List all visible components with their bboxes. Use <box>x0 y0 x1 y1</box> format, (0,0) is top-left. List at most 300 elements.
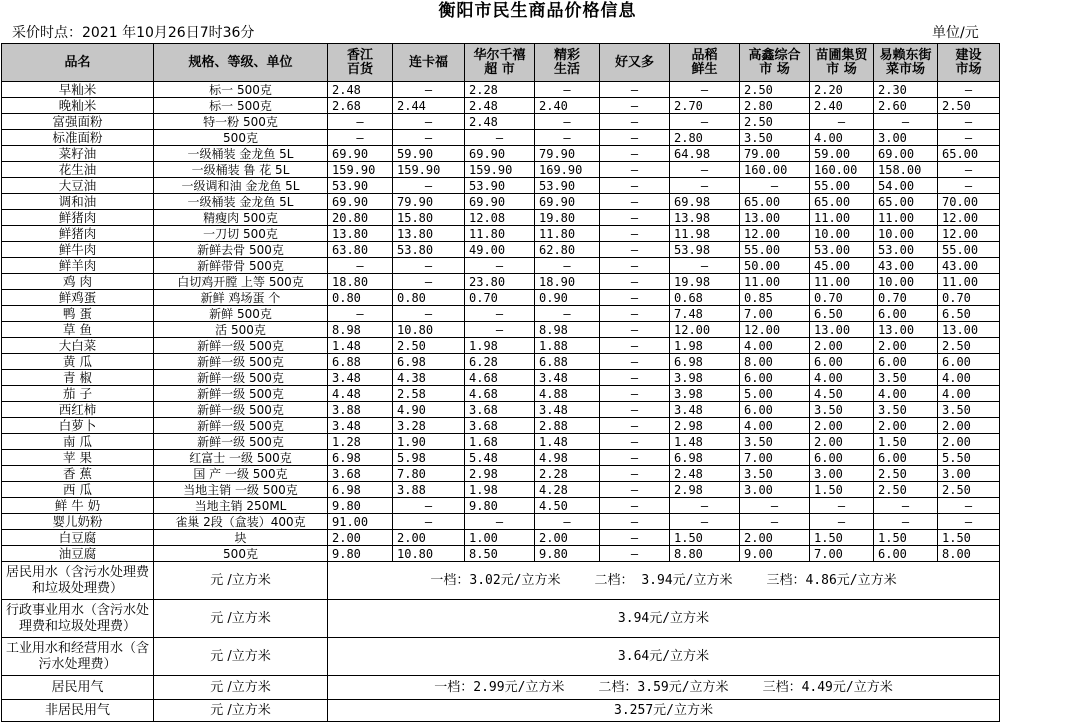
price-cell: 13.98 <box>670 210 740 226</box>
price-cell: — <box>600 162 670 178</box>
price-cell: — <box>600 498 670 514</box>
price-cell: 2.30 <box>874 82 938 98</box>
price-cell: — <box>600 194 670 210</box>
price-cell: — <box>393 130 465 146</box>
price-cell: 3.50 <box>810 402 874 418</box>
price-cell: 6.98 <box>328 450 393 466</box>
price-cell: — <box>740 514 810 530</box>
price-cell: — <box>600 114 670 130</box>
price-cell: 5.00 <box>740 386 810 402</box>
price-cell: 59.90 <box>393 146 465 162</box>
price-cell: 11.00 <box>874 210 938 226</box>
product-spec: 新鲜一级 500克 <box>154 418 328 434</box>
price-cell: 2.00 <box>874 338 938 354</box>
price-cell: 79.00 <box>740 146 810 162</box>
price-cell: 2.50 <box>740 82 810 98</box>
price-cell: 23.80 <box>465 274 535 290</box>
col-header: 好又多 <box>600 44 670 82</box>
price-cell: — <box>600 226 670 242</box>
price-cell: 59.00 <box>810 146 874 162</box>
product-spec: 标一 500克 <box>154 98 328 114</box>
price-cell: — <box>535 258 600 274</box>
price-cell: 2.00 <box>810 434 874 450</box>
table-row <box>2 418 1000 434</box>
price-cell: 4.00 <box>938 386 1000 402</box>
price-cell: — <box>938 514 1000 530</box>
col-header: 苗圃集贸 市 场 <box>810 44 874 82</box>
price-cell: 2.80 <box>670 130 740 146</box>
price-cell: 3.68 <box>465 418 535 434</box>
price-cell: 9.80 <box>465 498 535 514</box>
product-spec: 一级调和油 金龙鱼 5L <box>154 178 328 194</box>
price-cell: 9.80 <box>328 546 393 562</box>
price-cell: 2.00 <box>810 418 874 434</box>
price-cell: 6.00 <box>874 546 938 562</box>
price-cell: 6.00 <box>740 370 810 386</box>
product-name: 调和油 <box>2 194 154 210</box>
price-cell: 1.48 <box>670 434 740 450</box>
price-cell: — <box>465 514 535 530</box>
price-cell: 160.00 <box>740 162 810 178</box>
price-cell: 3.00 <box>938 466 1000 482</box>
price-cell: 5.98 <box>393 450 465 466</box>
price-cell: 4.28 <box>535 482 600 498</box>
price-cell: — <box>600 402 670 418</box>
price-cell: 4.50 <box>535 498 600 514</box>
product-name: 香 蕉 <box>2 466 154 482</box>
price-cell: 3.50 <box>740 466 810 482</box>
price-cell: 0.70 <box>465 290 535 306</box>
unit-label: 单位/元 <box>932 25 979 41</box>
price-cell: 43.00 <box>938 258 1000 274</box>
price-cell: 12.00 <box>938 226 1000 242</box>
utility-unit: 元 /立方米 <box>154 600 328 638</box>
price-cell: 11.00 <box>740 274 810 290</box>
table-row <box>2 498 1000 514</box>
price-cell: 2.50 <box>874 482 938 498</box>
price-cell: — <box>393 514 465 530</box>
price-cell: 19.98 <box>670 274 740 290</box>
price-cell: 6.28 <box>465 354 535 370</box>
col-header: 香江 百货 <box>328 44 393 82</box>
col-header: 规格、等级、单位 <box>154 44 328 82</box>
utility-name: 居民用水（含污水处理费和垃圾处理费） <box>2 562 154 600</box>
price-cell: — <box>465 306 535 322</box>
price-cell: 2.98 <box>465 466 535 482</box>
price-cell: — <box>810 498 874 514</box>
price-cell: 53.80 <box>393 242 465 258</box>
table-row <box>2 258 1000 274</box>
price-cell: 12.00 <box>670 322 740 338</box>
product-spec: 一级桶装 金龙鱼 5L <box>154 146 328 162</box>
price-cell: 2.50 <box>740 114 810 130</box>
table-row <box>2 450 1000 466</box>
product-spec: 新鲜 鸡场蛋 个 <box>154 290 328 306</box>
price-cell: — <box>535 306 600 322</box>
price-cell: 55.00 <box>810 178 874 194</box>
price-cell: 8.98 <box>535 322 600 338</box>
price-cell: 2.28 <box>535 466 600 482</box>
price-cell: — <box>670 114 740 130</box>
price-cell: 2.00 <box>740 530 810 546</box>
price-cell: — <box>393 258 465 274</box>
price-cell: 64.98 <box>670 146 740 162</box>
table-row <box>2 434 1000 450</box>
price-cell: 10.80 <box>393 322 465 338</box>
product-name: 青 椒 <box>2 370 154 386</box>
table-row <box>2 242 1000 258</box>
price-cell: 1.50 <box>670 530 740 546</box>
price-cell: 169.90 <box>535 162 600 178</box>
price-cell: 7.48 <box>670 306 740 322</box>
price-cell: — <box>670 162 740 178</box>
col-header: 建设 市场 <box>938 44 1000 82</box>
table-row <box>2 210 1000 226</box>
tier-2: 二档：3.59元/立方米 <box>598 679 729 695</box>
price-cell: 3.48 <box>328 370 393 386</box>
price-cell: 19.80 <box>535 210 600 226</box>
table-row <box>2 146 1000 162</box>
price-cell: 11.80 <box>535 226 600 242</box>
price-cell: 65.00 <box>874 194 938 210</box>
product-spec: 块 <box>154 530 328 546</box>
product-spec: 一刀切 500克 <box>154 226 328 242</box>
price-cell: 18.80 <box>328 274 393 290</box>
price-cell: 2.50 <box>938 98 1000 114</box>
price-cell: — <box>874 514 938 530</box>
price-cell: 8.80 <box>670 546 740 562</box>
utility-unit: 元 /立方米 <box>154 638 328 676</box>
price-cell: 1.68 <box>465 434 535 450</box>
price-cell: — <box>670 82 740 98</box>
product-spec: 红富士 一级 500克 <box>154 450 328 466</box>
price-cell: 13.00 <box>810 322 874 338</box>
tier-1: 一档：3.02元/立方米 <box>430 572 561 588</box>
price-cell: 54.00 <box>874 178 938 194</box>
price-cell: 6.88 <box>328 354 393 370</box>
price-cell: — <box>600 450 670 466</box>
price-cell: 1.48 <box>328 338 393 354</box>
price-cell: 1.50 <box>810 530 874 546</box>
price-cell: — <box>600 274 670 290</box>
price-cell: 4.00 <box>810 130 874 146</box>
product-name: 晚籼米 <box>2 98 154 114</box>
price-cell: 5.50 <box>938 450 1000 466</box>
price-cell: 91.00 <box>328 514 393 530</box>
product-spec: 新鲜一级 500克 <box>154 370 328 386</box>
price-cell: 6.00 <box>810 450 874 466</box>
price-cell: 2.50 <box>874 466 938 482</box>
price-cell: 1.98 <box>465 338 535 354</box>
price-cell: 7.00 <box>810 546 874 562</box>
price-cell: 7.80 <box>393 466 465 482</box>
price-cell: — <box>535 130 600 146</box>
price-cell: — <box>938 178 1000 194</box>
price-cell: 11.00 <box>938 274 1000 290</box>
price-cell: — <box>465 258 535 274</box>
utility-name: 非居民用气 <box>2 700 154 722</box>
price-cell: 1.88 <box>535 338 600 354</box>
price-cell: 4.50 <box>810 386 874 402</box>
price-cell: 53.90 <box>535 178 600 194</box>
table-row <box>2 514 1000 530</box>
price-cell: 63.80 <box>328 242 393 258</box>
utility-rows <box>2 562 1000 722</box>
price-cell: 2.48 <box>670 466 740 482</box>
price-cell: 0.70 <box>874 290 938 306</box>
product-name: 鸡 肉 <box>2 274 154 290</box>
product-spec: 白切鸡开膛 上等 500克 <box>154 274 328 290</box>
price-cell: — <box>938 130 1000 146</box>
price-cell: 6.00 <box>874 306 938 322</box>
product-name: 花生油 <box>2 162 154 178</box>
product-name: 南 瓜 <box>2 434 154 450</box>
price-cell: — <box>600 242 670 258</box>
price-cell: 13.00 <box>938 322 1000 338</box>
price-cell: 0.70 <box>938 290 1000 306</box>
table-row <box>2 98 1000 114</box>
product-spec: 精瘦肉 500克 <box>154 210 328 226</box>
price-cell: — <box>465 322 535 338</box>
product-spec: 一级桶装 金龙鱼 5L <box>154 194 328 210</box>
price-cell: — <box>393 178 465 194</box>
price-cell: 0.90 <box>535 290 600 306</box>
price-cell: 0.70 <box>810 290 874 306</box>
price-cell: 6.50 <box>938 306 1000 322</box>
price-cell: 6.98 <box>393 354 465 370</box>
collect-time: 采价时点：2021 年10月26日7时36分 <box>12 25 255 41</box>
product-spec: 标一 500克 <box>154 82 328 98</box>
price-cell: 0.80 <box>328 290 393 306</box>
price-cell: 2.88 <box>535 418 600 434</box>
price-cell: 12.00 <box>938 210 1000 226</box>
price-cell: — <box>810 514 874 530</box>
price-cell: 6.00 <box>938 354 1000 370</box>
price-cell: 45.00 <box>810 258 874 274</box>
product-name: 婴儿奶粉 <box>2 514 154 530</box>
price-cell: 50.00 <box>740 258 810 274</box>
product-spec: 当地主销 250ML <box>154 498 328 514</box>
price-cell: 65.00 <box>740 194 810 210</box>
product-spec: 新鲜 500克 <box>154 306 328 322</box>
price-cell: 2.48 <box>465 98 535 114</box>
price-cell: — <box>938 498 1000 514</box>
price-cell: 79.90 <box>393 194 465 210</box>
price-cell: 1.90 <box>393 434 465 450</box>
price-cell: 1.98 <box>670 338 740 354</box>
price-cell: 1.50 <box>874 530 938 546</box>
price-cell: 4.98 <box>535 450 600 466</box>
table-row <box>2 226 1000 242</box>
table-row <box>2 530 1000 546</box>
price-cell: 1.28 <box>328 434 393 450</box>
price-cell: 5.48 <box>465 450 535 466</box>
product-spec: 新鲜带骨 500克 <box>154 258 328 274</box>
price-cell: 69.90 <box>465 194 535 210</box>
price-cell: 3.00 <box>740 482 810 498</box>
price-cell: 3.48 <box>328 418 393 434</box>
utility-unit: 元 /立方米 <box>154 700 328 722</box>
price-cell: 6.00 <box>874 450 938 466</box>
price-cell: 3.48 <box>535 370 600 386</box>
price-cell: — <box>393 82 465 98</box>
price-cell: 10.00 <box>874 226 938 242</box>
price-cell: 53.98 <box>670 242 740 258</box>
price-cell: 3.88 <box>393 482 465 498</box>
price-cell: 3.50 <box>874 402 938 418</box>
product-name: 鲜 牛 奶 <box>2 498 154 514</box>
price-cell: 158.00 <box>874 162 938 178</box>
product-spec: 新鲜一级 500克 <box>154 386 328 402</box>
price-cell: — <box>600 322 670 338</box>
product-name: 西红柿 <box>2 402 154 418</box>
utility-row <box>2 676 1000 700</box>
price-cell: — <box>600 146 670 162</box>
price-cell: 70.00 <box>938 194 1000 210</box>
price-cell: 55.00 <box>938 242 1000 258</box>
price-cell: — <box>535 82 600 98</box>
price-cell: — <box>810 114 874 130</box>
utility-tiers <box>328 676 1000 700</box>
table-row <box>2 466 1000 482</box>
price-cell: 11.80 <box>465 226 535 242</box>
price-cell: 79.90 <box>535 146 600 162</box>
product-name: 鸭 蛋 <box>2 306 154 322</box>
price-cell: — <box>535 114 600 130</box>
price-cell: 2.48 <box>465 114 535 130</box>
price-cell: 7.00 <box>740 450 810 466</box>
price-cell: 2.44 <box>393 98 465 114</box>
price-cell: 69.00 <box>874 146 938 162</box>
price-cell: 3.98 <box>670 370 740 386</box>
price-cell: 2.98 <box>670 418 740 434</box>
price-cell: 13.80 <box>393 226 465 242</box>
utility-name: 行政事业用水（含污水处理费和垃圾处理费） <box>2 600 154 638</box>
table-row <box>2 274 1000 290</box>
price-cell: 2.20 <box>810 82 874 98</box>
price-cell: 65.00 <box>938 146 1000 162</box>
price-cell: 3.68 <box>328 466 393 482</box>
price-cell: 6.50 <box>810 306 874 322</box>
utility-unit: 元 /立方米 <box>154 676 328 700</box>
price-cell: — <box>600 466 670 482</box>
price-cell: — <box>600 82 670 98</box>
product-name: 大白菜 <box>2 338 154 354</box>
price-cell: — <box>600 418 670 434</box>
price-cell: 11.98 <box>670 226 740 242</box>
utility-row <box>2 600 1000 638</box>
price-cell: 69.98 <box>670 194 740 210</box>
price-cell: 1.50 <box>810 482 874 498</box>
tier-3: 三档：4.49元/立方米 <box>762 679 893 695</box>
price-cell: — <box>600 130 670 146</box>
table-row <box>2 82 1000 98</box>
price-cell: — <box>600 290 670 306</box>
price-cell: 3.00 <box>874 130 938 146</box>
utility-row <box>2 638 1000 676</box>
price-cell: 53.00 <box>810 242 874 258</box>
price-cell: 13.00 <box>740 210 810 226</box>
table-row <box>2 386 1000 402</box>
product-name: 鲜鸡蛋 <box>2 290 154 306</box>
price-cell: 2.28 <box>465 82 535 98</box>
price-cell: 3.48 <box>535 402 600 418</box>
col-header: 品名 <box>2 44 154 82</box>
price-cell: 2.50 <box>938 338 1000 354</box>
col-header: 品稻 鲜生 <box>670 44 740 82</box>
price-cell: 8.50 <box>465 546 535 562</box>
table-row <box>2 306 1000 322</box>
price-cell: — <box>670 498 740 514</box>
price-cell: — <box>328 258 393 274</box>
table-row <box>2 338 1000 354</box>
price-cell: — <box>600 530 670 546</box>
price-cell: — <box>328 130 393 146</box>
price-cell: — <box>600 370 670 386</box>
product-spec: 新鲜去骨 500克 <box>154 242 328 258</box>
price-cell: 69.90 <box>535 194 600 210</box>
product-spec: 雀巢 2段（盒装）400克 <box>154 514 328 530</box>
price-cell: 4.48 <box>328 386 393 402</box>
table-row <box>2 130 1000 146</box>
header-row <box>2 44 1000 82</box>
col-header: 高鑫综合 市 场 <box>740 44 810 82</box>
product-name: 茄 子 <box>2 386 154 402</box>
price-cell: 49.00 <box>465 242 535 258</box>
price-cell: 4.00 <box>740 418 810 434</box>
product-name: 白萝卜 <box>2 418 154 434</box>
price-cell: — <box>393 114 465 130</box>
price-cell: 53.90 <box>465 178 535 194</box>
price-cell: 4.00 <box>810 370 874 386</box>
price-cell: 4.00 <box>740 338 810 354</box>
price-cell: 13.00 <box>874 322 938 338</box>
price-cell: 3.00 <box>810 466 874 482</box>
price-cell: 13.80 <box>328 226 393 242</box>
col-header: 易赖东街 菜市场 <box>874 44 938 82</box>
price-cell: 2.58 <box>393 386 465 402</box>
table-row <box>2 114 1000 130</box>
price-cell: 7.00 <box>740 306 810 322</box>
price-cell: — <box>874 498 938 514</box>
price-cell: 69.90 <box>465 146 535 162</box>
product-name: 大豆油 <box>2 178 154 194</box>
product-spec: 500克 <box>154 546 328 562</box>
price-cell: 3.88 <box>328 402 393 418</box>
price-cell: 2.40 <box>535 98 600 114</box>
product-name: 苹 果 <box>2 450 154 466</box>
product-name: 白豆腐 <box>2 530 154 546</box>
price-cell: 2.60 <box>874 98 938 114</box>
table-row <box>2 402 1000 418</box>
product-spec: 新鲜一级 500克 <box>154 402 328 418</box>
utility-unit: 元 /立方米 <box>154 562 328 600</box>
price-cell: 18.90 <box>535 274 600 290</box>
price-cell: — <box>600 98 670 114</box>
price-cell: 3.50 <box>874 370 938 386</box>
price-cell: 2.00 <box>393 530 465 546</box>
price-cell: 160.00 <box>810 162 874 178</box>
price-cell: 6.88 <box>535 354 600 370</box>
price-cell: 6.00 <box>740 402 810 418</box>
product-spec: 活 500克 <box>154 322 328 338</box>
price-cell: — <box>600 306 670 322</box>
utility-name: 居民用气 <box>2 676 154 700</box>
price-cell: 1.00 <box>465 530 535 546</box>
table-row <box>2 354 1000 370</box>
price-cell: 4.68 <box>465 370 535 386</box>
price-cell: 4.38 <box>393 370 465 386</box>
